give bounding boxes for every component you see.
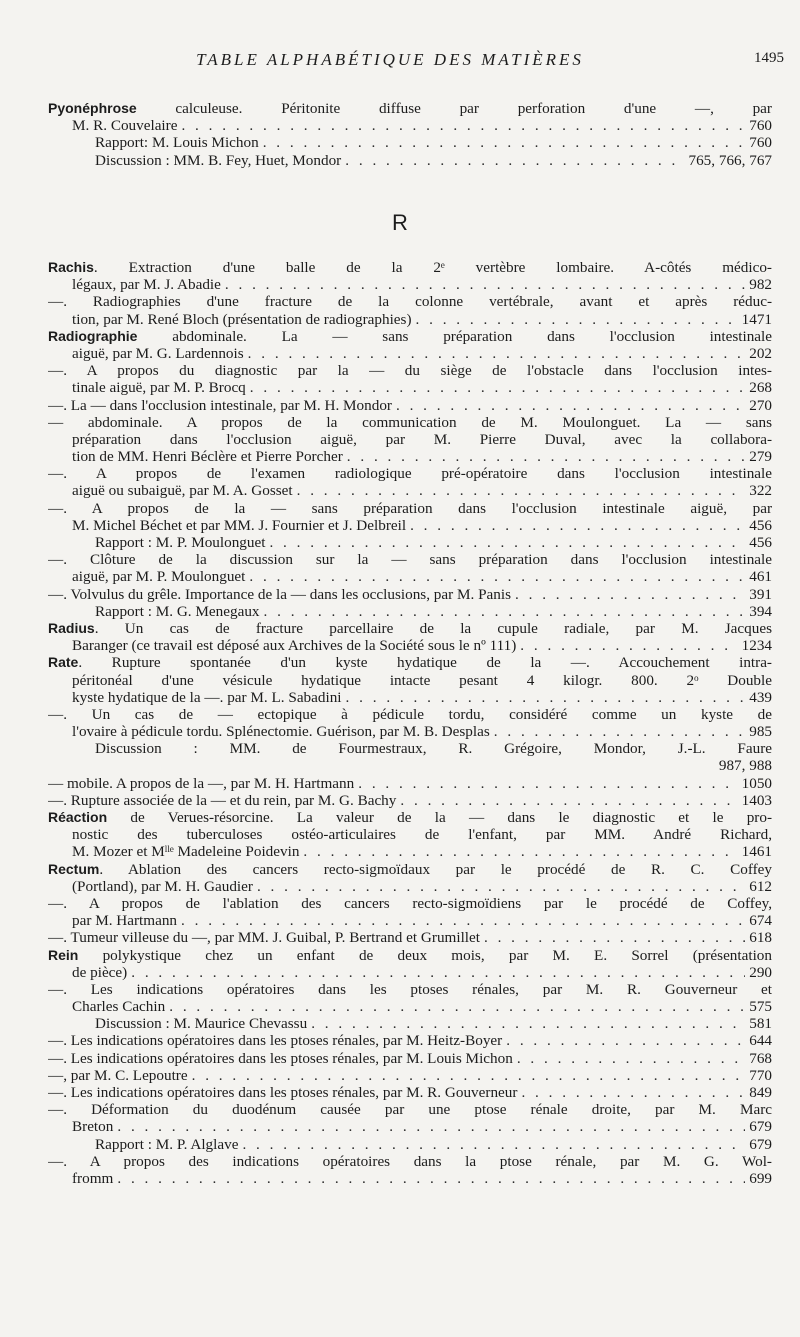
page-reference: 982	[749, 276, 772, 294]
entry-text: —. A propos de l'ablation des cancers recto-sigmoïdiens par le procédé de Coffey,	[48, 894, 772, 912]
entry-text: — mobile. A propos de la —, par M. H. Hartmann	[48, 774, 355, 792]
page-reference: 394	[749, 602, 772, 620]
page-reference: 612	[749, 877, 772, 895]
page-reference: 270	[749, 396, 772, 414]
leader-dots	[192, 1067, 746, 1084]
entry-heading: Rectum	[48, 860, 100, 877]
entry-text: —. Déformation du duodénum causée par une ptose rénale droite, par M. Marc	[48, 1101, 772, 1119]
entry-text: kyste hydatique de la —. par M. L. Sabadini	[72, 688, 342, 706]
page-reference: 849	[749, 1084, 772, 1101]
entry-heading: Pyonéphrose	[48, 100, 137, 116]
index-line	[48, 912, 772, 929]
entry-text: tion, par M. René Bloch (présentation de radiographies)	[72, 310, 412, 328]
index-line	[48, 672, 772, 689]
index-line	[48, 981, 772, 998]
entry-text: —. Un cas de — ectopique à pédicule tordu, considéré comme un kyste de	[48, 705, 772, 723]
page-reference: 760	[749, 134, 772, 152]
page-reference: 1050	[741, 774, 772, 792]
index-line	[48, 397, 772, 414]
entry-text: . Ablation des cancers recto-sigmoïdaux par le procédé de R. C. Coffey	[99, 860, 772, 878]
leader-dots	[517, 1050, 745, 1067]
leader-dots	[358, 775, 737, 792]
leader-dots	[242, 1136, 745, 1153]
page-reference: 202	[749, 344, 772, 362]
index-line	[48, 826, 772, 843]
page-reference: 987, 988	[718, 757, 772, 775]
leader-dots	[225, 276, 745, 293]
index-line	[48, 1067, 772, 1084]
entry-text: par M. Hartmann	[72, 912, 178, 930]
entry-text: . Rupture spontanée d'un kyste hydatique de la —. Accouchement intra-	[78, 654, 772, 672]
index-line	[48, 1084, 772, 1101]
leader-dots	[257, 878, 745, 895]
entry-text: Discussion : MM. de Fourmestraux, R. Grégoire, Mondor, J.-L. Faure	[95, 740, 772, 758]
page-reference: 644	[749, 1032, 772, 1050]
leader-dots	[117, 1170, 745, 1187]
index-line	[48, 362, 772, 379]
leader-dots	[269, 534, 745, 551]
entry-text: Breton	[72, 1118, 114, 1136]
page-reference: 279	[749, 448, 772, 466]
index-line	[48, 964, 772, 981]
leader-dots	[181, 117, 745, 134]
entry-text: préparation dans l'occlusion aiguë, par M. Pierre Duval, avec la collabora-	[72, 430, 772, 448]
running-title: TABLE ALPHABÉTIQUE DES MATIÈRES	[196, 50, 584, 69]
entry-text: Baranger (ce travail est déposé aux Archives de la Société sous le nº 111)	[72, 637, 517, 655]
page-reference: 461	[749, 568, 772, 586]
entry-text: l'ovaire à pédicule tordu. Splénectomie. Guérison, par M. B. Desplas	[72, 723, 490, 741]
page-reference: 1461	[741, 843, 772, 861]
entry-text: tinale aiguë, par M. P. Brocq	[72, 379, 246, 397]
entry-text: tion de MM. Henri Béclère et Pierre Porcher	[72, 448, 343, 466]
index-line	[48, 117, 772, 134]
leader-dots	[311, 1015, 745, 1032]
leader-dots	[297, 482, 746, 499]
page-reference: 1403	[741, 791, 772, 809]
leader-dots	[347, 448, 745, 465]
index-line	[48, 100, 772, 117]
index-line	[48, 878, 772, 895]
index-line	[48, 998, 772, 1015]
entry-text: M. Mozer et Mˡˡᵉ Madeleine Poidevin	[72, 843, 300, 861]
index-line	[48, 843, 772, 860]
index-line	[48, 345, 772, 362]
entry-text: —. Les indications opératoires dans les ptoses rénales, par M. Heitz-Boyer	[48, 1032, 503, 1050]
entry-text: Discussion : M. Maurice Chevassu	[95, 1015, 308, 1033]
leader-dots	[484, 929, 745, 946]
index-line	[48, 1015, 772, 1032]
entry-text: de pièce)	[72, 963, 128, 981]
entry-text: abdominale. La — sans préparation dans l'occlusion intestinale	[137, 327, 772, 345]
entry-text: Charles Cachin	[72, 998, 166, 1016]
page-reference: 439	[749, 688, 772, 706]
entry-heading: Rachis	[48, 259, 94, 275]
page-reference: 760	[749, 117, 772, 135]
entry-text: de Verues-résorcine. La valeur de la — dans le diagnostic et le pro-	[107, 809, 772, 826]
entry-heading: Réaction	[48, 809, 108, 825]
index-line	[48, 379, 772, 396]
entry-text: Rapport: M. Louis Michon	[95, 134, 259, 152]
leader-dots	[181, 912, 745, 929]
entry-text: —. A propos des indications opératoires dans la ptose rénale, par M. G. Wol-	[48, 1152, 772, 1170]
leader-dots	[345, 152, 684, 169]
page-reference: 768	[749, 1049, 772, 1067]
page-reference: 391	[749, 585, 772, 603]
entry-text: M. Michel Béchet et par MM. J. Fournier et J. Delbreil	[72, 516, 407, 534]
index-line	[48, 448, 772, 465]
entry-text: —. Rupture associée de la — et du rein, par M. G. Bachy	[48, 791, 397, 809]
entry-text: M. R. Couvelaire	[72, 117, 178, 135]
entry-text: —. Les indications opératoires dans les ptoses rénales, par M. R. Gouverneur	[48, 1084, 518, 1101]
index-line	[48, 1170, 772, 1187]
entry-text: aiguë, par M. G. Lardennois	[72, 344, 244, 362]
entry-text: aiguë ou subaiguë, par M. A. Gosset	[72, 482, 293, 500]
page-reference: 674	[749, 912, 772, 930]
leader-dots	[520, 637, 737, 654]
index-line	[48, 861, 772, 878]
index-line	[48, 259, 772, 276]
entry-text: —. A propos de la — sans préparation dans l'occlusion intestinale aiguë, par	[48, 499, 772, 517]
entry-text: —. Radiographies d'une fracture de la colonne vertébrale, avant et après réduc-	[48, 293, 772, 311]
page-reference: 581	[749, 1015, 772, 1033]
page-reference: 618	[749, 929, 772, 947]
entry-text: —. Volvulus du grêle. Importance de la — dans les occlusions, par M. Panis	[48, 585, 512, 603]
leader-dots	[249, 568, 745, 585]
entry-text: —. A propos du diagnostic par la — du siège de l'obstacle dans l'occlusion intes-	[48, 362, 772, 380]
index-line	[48, 465, 772, 482]
entry-text: —. Les indications opératoires dans les ptoses rénales, par M. Louis Michon	[48, 1049, 513, 1067]
index-line	[48, 654, 772, 671]
leader-dots	[248, 345, 746, 362]
entry-heading: Radius	[48, 619, 95, 636]
index-line	[48, 1136, 772, 1153]
page-reference: 985	[749, 723, 772, 741]
entry-text: — abdominale. A propos de la communication de M. Moulonguet. La — sans	[48, 413, 772, 431]
leader-dots	[515, 586, 745, 603]
entry-text: —. Tumeur villeuse du —, par MM. J. Guibal, P. Bertrand et Grumillet	[48, 929, 480, 947]
index-line	[48, 929, 772, 946]
entry-block-r	[48, 259, 772, 1187]
leader-dots	[416, 311, 738, 328]
leader-dots	[250, 379, 745, 396]
index-line	[48, 328, 772, 345]
entry-text: aiguë, par M. P. Moulonguet	[72, 568, 246, 586]
index-line	[48, 293, 772, 310]
entry-text: . Un cas de fracture parcellaire de la cupule radiale, par M. Jacques	[94, 619, 772, 637]
page-reference: 1471	[741, 310, 772, 328]
leader-dots	[410, 517, 745, 534]
index-line	[48, 809, 772, 826]
page-header	[0, 50, 800, 74]
entry-heading: Radiographie	[48, 327, 138, 344]
entry-text: Discussion : MM. B. Fey, Huet, Mondor	[95, 151, 342, 169]
entry-text: polykystique chez un enfant de deux mois, par M. E. Sorrel (présentation	[78, 946, 772, 964]
entry-text: Rapport : M. G. Menegaux	[95, 602, 260, 620]
index-line	[48, 500, 772, 517]
index-line	[48, 534, 772, 551]
entry-heading: Rate	[48, 654, 79, 671]
leader-dots	[169, 998, 745, 1015]
entry-text: —. Clôture de la discussion sur la — sans préparation dans l'occlusion intestinale	[48, 551, 772, 569]
index-line	[48, 1032, 772, 1049]
index-line	[48, 947, 772, 964]
entry-text: (Portland), par M. H. Gaudier	[72, 877, 253, 895]
section-letter: R	[392, 210, 408, 235]
page-reference: 1234	[741, 637, 772, 655]
page-reference: 456	[749, 516, 772, 534]
leader-dots	[264, 603, 746, 620]
entry-text: —. Les indications opératoires dans les ptoses rénales, par M. R. Gouverneur et	[48, 980, 772, 998]
index-line	[48, 603, 772, 620]
page-reference: 765, 766, 767	[688, 151, 772, 169]
leader-dots	[396, 397, 745, 414]
index-line	[48, 482, 772, 499]
index-line	[48, 134, 772, 151]
leader-dots	[346, 689, 746, 706]
leader-dots	[263, 134, 746, 151]
page-reference: 268	[749, 379, 772, 397]
index-line	[48, 706, 772, 723]
page-reference: 322	[749, 482, 772, 500]
entry-text: . Extraction d'une balle de la 2ᵉ vertèbre lombaire. A-côtés médico-	[93, 259, 772, 276]
entry-block-p	[48, 100, 772, 169]
leader-dots	[506, 1032, 745, 1049]
page-reference: 699	[749, 1169, 772, 1187]
index-line	[48, 620, 772, 637]
leader-dots	[400, 792, 737, 809]
leader-dots	[521, 1084, 745, 1101]
index-line	[48, 895, 772, 912]
index-line	[48, 757, 772, 774]
index-line	[48, 517, 772, 534]
entry-text: légaux, par M. J. Abadie	[72, 276, 221, 294]
index-line	[48, 740, 772, 757]
entry-text: Rapport : M. P. Alglave	[95, 1135, 239, 1153]
index-line	[48, 775, 772, 792]
entry-text: Rapport : M. P. Moulonguet	[95, 534, 266, 551]
index-line	[48, 1118, 772, 1135]
index-line	[48, 637, 772, 654]
entry-text: nostic des tuberculoses ostéo-articulaires de l'enfant, par MM. André Richard,	[72, 826, 772, 844]
index-line	[48, 414, 772, 431]
index-line	[48, 311, 772, 328]
leader-dots	[494, 723, 745, 740]
page-reference: 679	[749, 1118, 772, 1136]
entry-text: péritonéal d'une vésicule hydatique intacte pesant 4 kilogr. 800. 2ᵒ Double	[72, 671, 772, 689]
index-line	[48, 568, 772, 585]
entry-heading: Rein	[48, 946, 79, 963]
entry-text: —, par M. C. Lepoutre	[48, 1066, 188, 1084]
page-reference: 456	[749, 534, 772, 551]
leader-dots	[303, 843, 737, 860]
index-line	[48, 586, 772, 603]
entry-text: fromm	[72, 1169, 114, 1187]
entry-text: calculeuse. Péritonite diffuse par perforation d'une —, par	[136, 100, 772, 117]
leader-dots	[117, 1118, 745, 1135]
index-line	[48, 1153, 772, 1170]
index-line	[48, 689, 772, 706]
index-line	[48, 152, 772, 169]
index-line	[48, 1050, 772, 1067]
index-line	[48, 431, 772, 448]
entry-text: —. La — dans l'occlusion intestinale, par M. H. Mondor	[48, 396, 392, 414]
page-number: 1495	[754, 50, 784, 66]
page-reference: 575	[749, 998, 772, 1016]
index-line	[48, 792, 772, 809]
index-line	[48, 723, 772, 740]
entry-text: —. A propos de l'examen radiologique pré-opératoire dans l'occlusion intestinale	[48, 465, 772, 483]
page-reference: 679	[749, 1135, 772, 1153]
page-reference: 770	[749, 1066, 772, 1084]
page-reference: 290	[749, 963, 772, 981]
index-line	[48, 551, 772, 568]
index-line	[48, 276, 772, 293]
leader-dots	[131, 964, 745, 981]
index-line	[48, 1101, 772, 1118]
